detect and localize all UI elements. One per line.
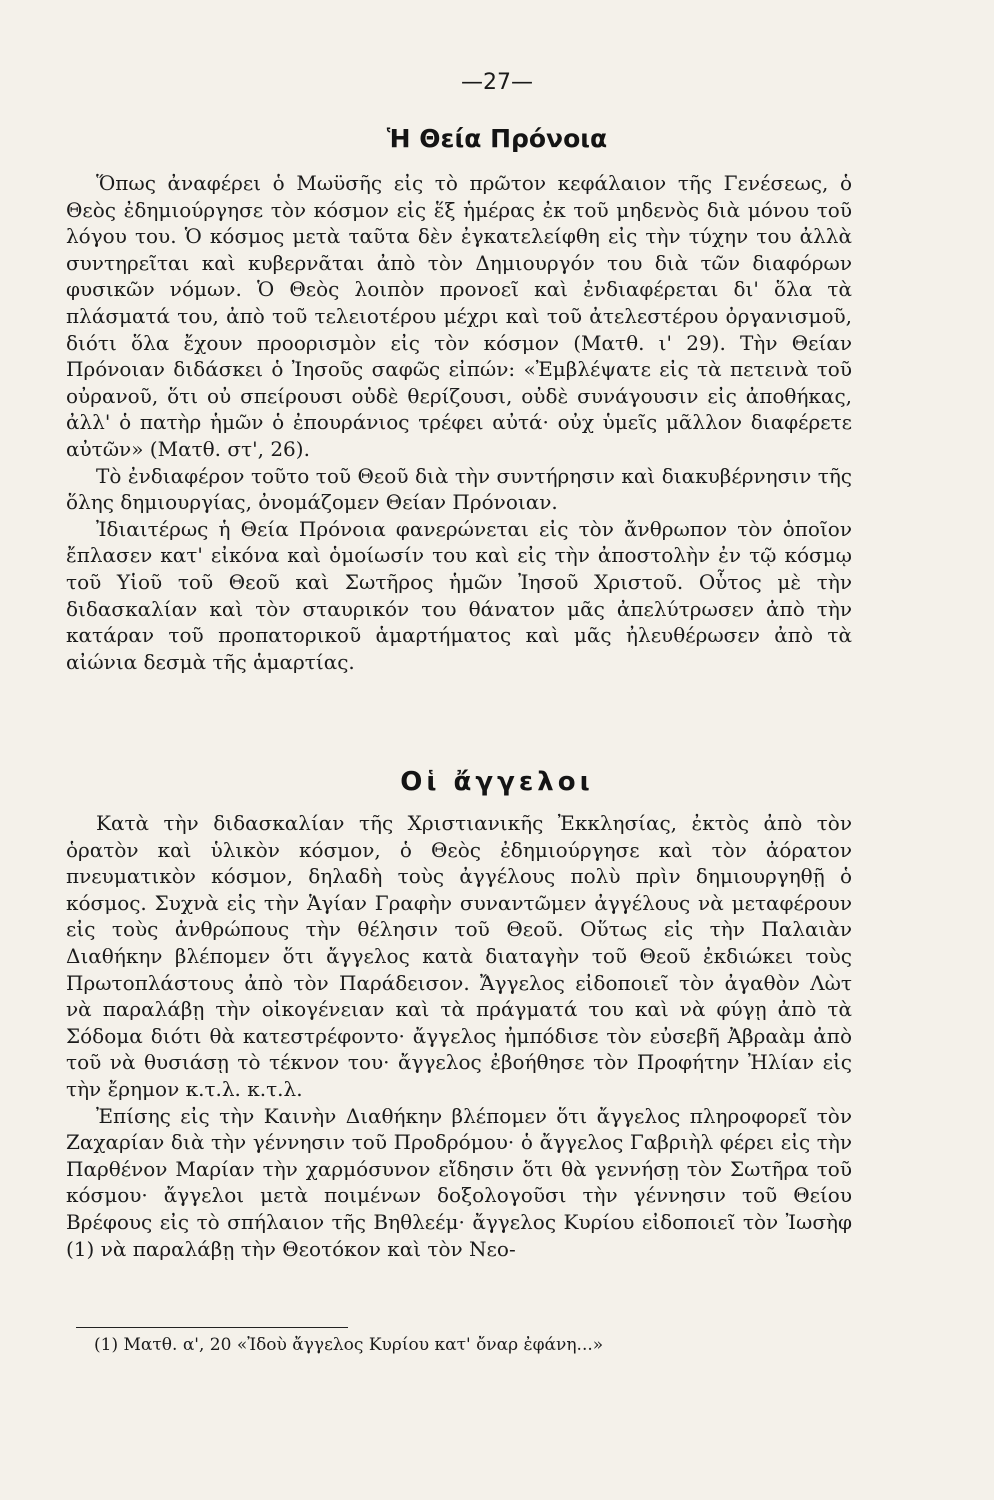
paragraph: Ὅπως ἀναφέρει ὁ Μωϋσῆς εἰς τὸ πρῶτον κεφάλαιον τῆς Γενέσεως, ὁ Θεὸς ἐδημιούργησε τὸν κόσμον εἰς ἕξ ἡμέρας ἐκ τοῦ μηδενὸς διὰ μόνου τοῦ λόγου του. Ὁ κόσμος μετὰ ταῦτα δὲν ἐγκατελείφθη εἰς τὴν τύχην του ἀλλὰ συντηρεῖται καὶ κυβερνᾶται ἀπὸ τὸν Δημιουργόν του διὰ τῶν διαφόρων φυσικῶν νόμων. Ὁ Θεὸς λοιπὸν προνοεῖ καὶ ἐνδιαφέρεται δι' ὅλα τὰ πλάσματά του, ἀπὸ τοῦ τελειοτέρου μέχρι καὶ τοῦ ἀτελεστέρου ὀργανισμοῦ, διότι ὅλα ἔχουν προορισμὸν εἰς τὸν κόσμον (Ματθ. ι' 29). Τὴν Θείαν Πρόνοιαν διδάσκει ὁ Ἰησοῦς σαφῶς εἰπών: «Ἐμβλέψατε εἰς τὰ πετεινὰ τοῦ οὐρανοῦ, ὅτι οὐ σπείρουσι οὐδὲ θερίζουσι, οὐδὲ συνάγουσιν εἰς ἀποθήκας, ἀλλ' ὁ πατὴρ ἡμῶν ὁ ἐπουράνιος τρέφει αὐτά· οὐχ ὑμεῖς μᾶλλον διαφέρετε αὐτῶν» (Ματθ. στ', 26). [66,171,852,461]
section-title-providence: Ἡ Θεία Πρόνοια [386,124,608,153]
paragraph: Τὸ ἐνδιαφέρον τοῦτο τοῦ Θεοῦ διὰ τὴν συντήρησιν καὶ διακυβέρνησιν τῆς ὅλης δημιουργίας, ὀνομάζομεν Θείαν Πρόνοιαν. [66,463,852,515]
footnote-divider [76,1327,348,1328]
paragraph: Ἐπίσης εἰς τὴν Καινὴν Διαθήκην βλέπομεν ὅτι ἄγγελος πληροφορεῖ τὸν Ζαχαρίαν διὰ τὴν γέννησιν τοῦ Προδρόμου· ὁ ἄγγελος Γαβριὴλ φέρει εἰς τὴν Παρθένον Μαρίαν τὴν χαρμόσυνον εἴδησιν ὅτι θὰ γεννήσῃ τὸν Σωτῆρα τοῦ κόσμου· ἄγγελοι μετὰ ποιμένων δοξολογοῦσι τὴν γέννησιν τοῦ Θείου Βρέφους εἰς τὸ σπήλαιον τῆς Βηθλεέμ· ἄγγελος Κυρίου εἰδοποιεῖ τὸν Ἰωσὴφ (1) νὰ παραλάβῃ τὴν Θεοτόκον καὶ τὸν Νεο- [66,1103,852,1261]
section-title-angels: Οἱ ἄγγελοι [400,767,594,797]
page-number: —27— [461,70,533,95]
footnote: (1) Ματθ. α', 20 «Ἰδοὺ ἄγγελος Κυρίου κατ' ὄναρ ἐφάνη...» [94,1335,604,1355]
section-providence-text [66,170,852,675]
paragraph: Κατὰ τὴν διδασκαλίαν τῆς Χριστιανικῆς Ἐκκλησίας, ἐκτὸς ἀπὸ τὸν ὁρατὸν καὶ ὑλικὸν κόσμον, ὁ Θεὸς ἐδημιούργησε καὶ τὸν ἀόρατον πνευματικὸν κόσμον, δηλαδὴ τοὺς ἀγγέλους πολὺ πρὶν δημιουργηθῇ ὁ κόσμος. Συχνὰ εἰς τὴν Ἁγίαν Γραφὴν συναντῶμεν ἀγγέλους νὰ μεταφέρουν εἰς τοὺς ἀνθρώπους τὴν θέλησιν τοῦ Θεοῦ. Οὕτως εἰς τὴν Παλαιὰν Διαθήκην βλέπομεν ὅτι ἄγγελος κατὰ διαταγὴν τοῦ Θεοῦ ἐκδιώκει τοὺς Πρωτοπλάστους ἀπὸ τὸν Παράδεισον. Ἄγγελος εἰδοποιεῖ τὸν ἀγαθὸν Λὼτ νὰ παραλάβῃ τὴν οἰκογένειαν καὶ τὰ πράγματά του καὶ νὰ φύγῃ ἀπὸ τὰ Σόδομα διότι θὰ κατεστρέφοντο· ἄγγελος ἠμπόδισε τὸν εὐσεβῆ Ἀβραὰμ ἀπὸ τοῦ νὰ θυσιάσῃ τὸ τέκνον του· ἄγγελος ἐβοήθησε τὸν Προφήτην Ἠλίαν εἰς τὴν ἔρημον κ.τ.λ. κ.τ.λ. [66,811,852,1101]
paragraph: Ἰδιαιτέρως ἡ Θεία Πρόνοια φανερώνεται εἰς τὸν ἄνθρωπον τὸν ὁποῖον ἔπλασεν κατ' εἰκόνα καὶ ὁμοίωσίν του καὶ εἰς τὴν ἀποστολὴν ἐν τῷ κόσμῳ τοῦ Υἱοῦ τοῦ Θεοῦ καὶ Σωτῆρος ἡμῶν Ἰησοῦ Χριστοῦ. Οὗτος μὲ τὴν διδασκαλίαν καὶ τὸν σταυρικόν του θάνατον μᾶς ἀπελύτρωσεν ἀπὸ τὴν κατάραν τοῦ προπατορικοῦ ἁμαρτήματος καὶ μᾶς ἠλευθέρωσεν ἀπὸ τὰ αἰώνια δεσμὰ τῆς ἁμαρτίας. [66,516,852,674]
section-angels-text [66,810,852,1262]
